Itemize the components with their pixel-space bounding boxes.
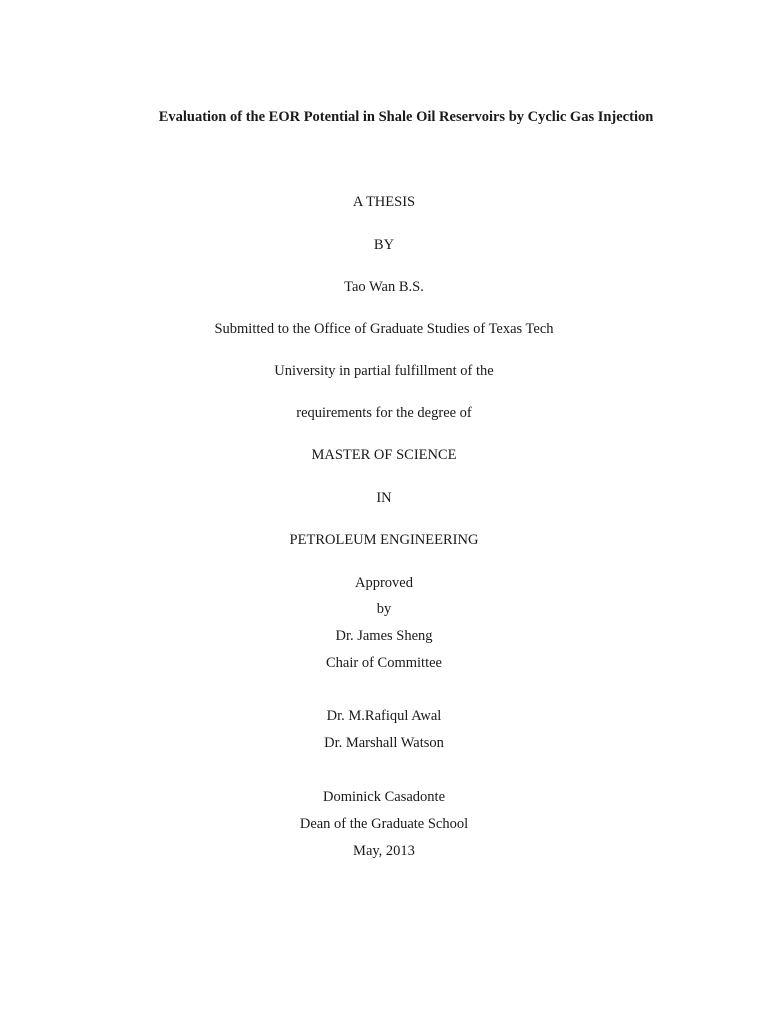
thesis-title: Evaluation of the EOR Potential in Shale Oil Reservoirs by Cyclic Gas Injection (158, 109, 654, 125)
author-name: Tao Wan B.S. (344, 279, 424, 295)
in-label: IN (376, 490, 392, 506)
submission-line-3: requirements for the degree of (296, 405, 472, 421)
approved-by-label: by (376, 601, 392, 617)
submission-line-2: University in partial fulfillment of the (274, 363, 494, 379)
by-label: BY (373, 237, 395, 253)
field-name: PETROLEUM ENGINEERING (289, 532, 479, 548)
committee-member-1: Dr. M.Rafiqul Awal (326, 708, 442, 724)
committee-member-2: Dr. Marshall Watson (324, 735, 444, 751)
degree-name: MASTER OF SCIENCE (311, 447, 457, 463)
committee-chair-name: Dr. James Sheng (335, 628, 433, 644)
thesis-date: May, 2013 (353, 843, 415, 859)
approved-label: Approved (355, 575, 413, 591)
dean-name: Dominick Casadonte (322, 789, 446, 805)
submission-line-1: Submitted to the Office of Graduate Studies of Texas Tech (214, 321, 554, 337)
thesis-label: A THESIS (352, 194, 416, 210)
committee-chair-role: Chair of Committee (326, 655, 442, 671)
dean-role: Dean of the Graduate School (299, 816, 469, 832)
